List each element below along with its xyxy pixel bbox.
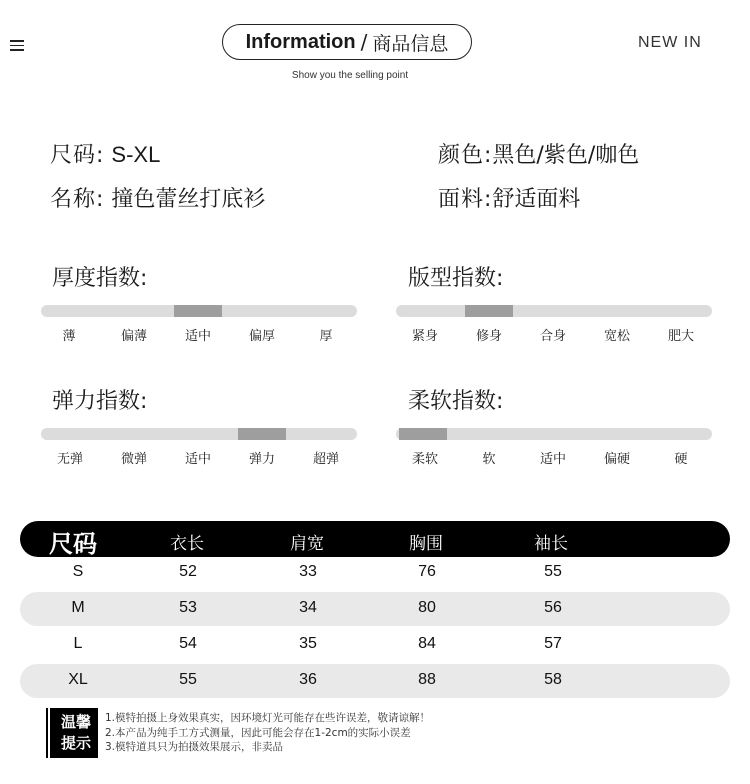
softness-tick: 偏硬: [603, 452, 631, 467]
thickness-index-title: 厚度指数:: [52, 266, 148, 291]
section-title-pill: [222, 24, 472, 60]
title-zh: 商品信息: [372, 32, 449, 55]
tip-line: 3.模特道具只为拍摄效果展示，非卖品: [105, 741, 284, 753]
elasticity-tick: 弹力: [248, 452, 276, 467]
table-cell: 52: [179, 563, 197, 580]
softness-index-scale: [396, 428, 712, 467]
elasticity-tick: 超弹: [312, 452, 340, 467]
table-cell: 33: [299, 563, 317, 580]
table-cell: 55: [179, 671, 197, 688]
table-cell: 88: [418, 671, 436, 688]
color-info: [438, 138, 639, 169]
size-info: [50, 138, 160, 169]
table-cell: 34: [299, 599, 317, 616]
header-length: 衣长: [170, 534, 204, 554]
elasticity-tick: 微弹: [120, 452, 148, 467]
tips-badge-line: 温馨: [60, 713, 91, 731]
table-row: [20, 592, 730, 626]
header-shoulder: 肩宽: [290, 534, 324, 554]
color-label: 颜色:: [438, 143, 493, 168]
table-cell: 58: [544, 671, 562, 688]
fit-tick: 紧身: [411, 329, 439, 344]
softness-tick: 适中: [539, 452, 567, 467]
subtitle: Show you the selling point: [291, 70, 409, 81]
name-info: [50, 182, 265, 213]
table-cell: 36: [299, 671, 317, 688]
size-label: 尺码:: [50, 143, 105, 168]
softness-index-title: 柔软指数:: [408, 389, 504, 414]
fabric-info: [438, 182, 580, 213]
header-size: 尺码: [49, 530, 97, 558]
thickness-tick: 偏厚: [248, 329, 276, 344]
fit-index-title: 版型指数:: [408, 266, 504, 291]
tips-badge: [50, 708, 98, 758]
softness-tick: 硬: [674, 452, 688, 467]
elasticity-tick: 适中: [184, 452, 212, 467]
elasticity-tick: 无弹: [56, 452, 84, 467]
table-cell: L: [73, 635, 83, 652]
fit-selected-segment: [465, 305, 513, 317]
color-value: 黑色/紫色/咖色: [492, 143, 640, 168]
thickness-tick: 薄: [62, 329, 76, 344]
title-separator: /: [360, 30, 368, 54]
thickness-tick: 适中: [184, 329, 212, 344]
header-sleeve: 袖长: [534, 534, 568, 554]
thickness-selected-segment: [174, 305, 222, 317]
softness-selected-segment: [399, 428, 447, 440]
table-cell: M: [71, 599, 85, 616]
table-cell: 57: [544, 635, 562, 652]
thickness-index-scale: [41, 305, 357, 344]
table-row: [20, 556, 730, 590]
table-row: [20, 628, 730, 662]
name-value: 撞色蕾丝打底衫: [111, 187, 266, 212]
table-cell: 55: [544, 563, 562, 580]
fit-index-scale: [396, 305, 712, 344]
fit-tick: 肥大: [667, 329, 695, 344]
tips-accent-bar: [46, 708, 48, 758]
fit-tick: 合身: [539, 329, 567, 344]
elasticity-selected-segment: [238, 428, 286, 440]
size-value: S-XL: [111, 142, 161, 167]
name-label: 名称:: [50, 187, 105, 212]
title-en: Information: [245, 30, 356, 53]
header-bust: 胸围: [409, 534, 443, 554]
size-table-header: [20, 521, 730, 557]
fabric-label: 面料:: [438, 187, 493, 212]
tip-line: 1.模特拍摄上身效果真实，因环境灯光可能存在些许误差，敬请谅解！: [105, 712, 431, 724]
fit-tick: 宽松: [603, 329, 631, 344]
fit-tick: 修身: [475, 329, 503, 344]
table-cell: 35: [299, 635, 317, 652]
table-cell: 80: [418, 599, 436, 616]
table-cell: 84: [418, 635, 436, 652]
elasticity-index-title: 弹力指数:: [52, 389, 148, 414]
softness-tick: 软: [482, 452, 496, 467]
table-row: [20, 664, 730, 698]
new-in-label: NEW IN: [638, 34, 702, 51]
elasticity-index-scale: [41, 428, 357, 467]
table-cell: S: [72, 563, 84, 580]
tips-badge-line: 提示: [60, 734, 91, 752]
table-cell: 54: [179, 635, 197, 652]
fabric-value: 舒适面料: [492, 187, 581, 212]
thickness-tick: 厚: [319, 329, 333, 344]
tip-line: 2.本产品为纯手工方式测量，因此可能会存在1-2cm的实际小误差: [105, 726, 411, 739]
thickness-tick: 偏薄: [120, 329, 148, 344]
table-cell: 53: [179, 599, 197, 616]
table-cell: 56: [544, 599, 562, 616]
tips-text: [105, 711, 430, 755]
table-cell: 76: [418, 563, 436, 580]
table-cell: XL: [68, 671, 88, 688]
softness-tick: 柔软: [411, 452, 439, 467]
menu-icon[interactable]: [10, 40, 24, 54]
